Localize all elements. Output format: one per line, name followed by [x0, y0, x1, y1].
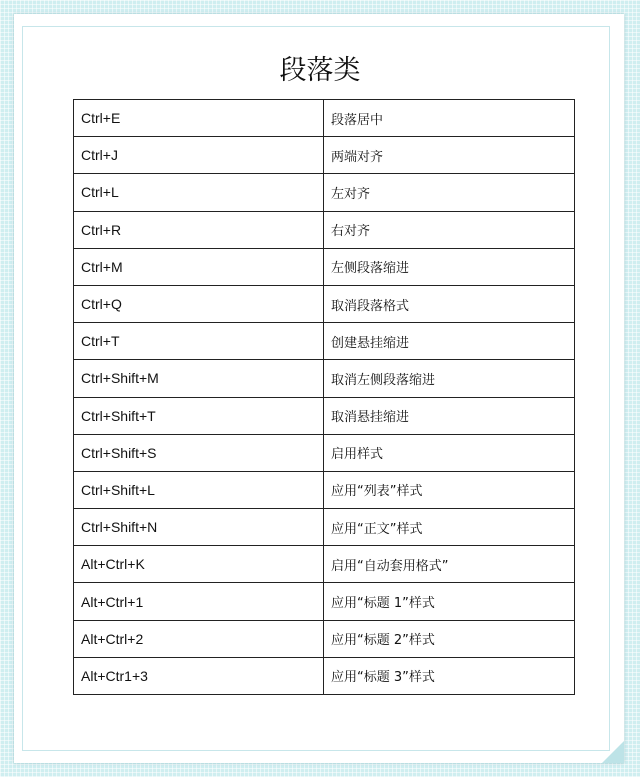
- shortcut-key-cell: Ctrl+M: [74, 248, 324, 285]
- shortcut-action-cell: 应用“列表”样式: [324, 471, 575, 508]
- shortcut-key-cell: Ctrl+Shift+T: [74, 397, 324, 434]
- shortcut-table-body: [74, 100, 575, 695]
- shortcut-action-cell: 应用“标题 2”样式: [324, 620, 575, 657]
- table-row: [74, 434, 575, 471]
- shortcut-key-cell: Ctrl+T: [74, 323, 324, 360]
- table-row: [74, 583, 575, 620]
- shortcut-action-cell: 启用“自动套用格式”: [324, 546, 575, 583]
- table-row: [74, 100, 575, 137]
- shortcut-key-cell: Ctrl+Shift+S: [74, 434, 324, 471]
- table-row: [74, 174, 575, 211]
- shortcut-key-cell: Alt+Ctr1+3: [74, 657, 324, 694]
- shortcut-key-cell: Ctrl+Shift+L: [74, 471, 324, 508]
- shortcut-key-cell: Ctrl+Shift+M: [74, 360, 324, 397]
- shortcut-key-cell: Ctrl+R: [74, 211, 324, 248]
- shortcut-action-cell: 两端对齐: [324, 137, 575, 174]
- shortcut-key-cell: Ctrl+Shift+N: [74, 509, 324, 546]
- shortcut-key-cell: Ctrl+L: [74, 174, 324, 211]
- shortcut-key-cell: Ctrl+E: [74, 100, 324, 137]
- shortcut-action-cell: 右对齐: [324, 211, 575, 248]
- page-title: 段落类: [279, 55, 361, 86]
- shortcut-action-cell: 应用“标题 1”样式: [324, 583, 575, 620]
- table-row: [74, 285, 575, 322]
- shortcut-action-cell: 左侧段落缩进: [324, 248, 575, 285]
- table-row: [74, 509, 575, 546]
- table-row: [74, 211, 575, 248]
- shortcut-action-cell: 取消悬挂缩进: [324, 397, 575, 434]
- table-row: [74, 323, 575, 360]
- table-row: [74, 360, 575, 397]
- shortcut-key-cell: Ctrl+Q: [74, 285, 324, 322]
- table-row: [74, 546, 575, 583]
- shortcut-table: [73, 99, 575, 695]
- table-row: [74, 397, 575, 434]
- shortcut-key-cell: Alt+Ctrl+K: [74, 546, 324, 583]
- shortcut-action-cell: 创建悬挂缩进: [324, 323, 575, 360]
- shortcut-action-cell: 应用“标题 3”样式: [324, 657, 575, 694]
- shortcut-action-cell: 取消段落格式: [324, 285, 575, 322]
- shortcut-key-cell: Alt+Ctrl+2: [74, 620, 324, 657]
- corner-decoration-bottom-right: [602, 741, 624, 763]
- shortcut-action-cell: 段落居中: [324, 100, 575, 137]
- table-row: [74, 657, 575, 694]
- shortcut-action-cell: 取消左侧段落缩进: [324, 360, 575, 397]
- shortcut-action-cell: 左对齐: [324, 174, 575, 211]
- shortcut-action-cell: 应用“正文”样式: [324, 509, 575, 546]
- shortcut-key-cell: Ctrl+J: [74, 137, 324, 174]
- shortcut-key-cell: Alt+Ctrl+1: [74, 583, 324, 620]
- table-row: [74, 620, 575, 657]
- table-row: [74, 137, 575, 174]
- shortcut-action-cell: 启用样式: [324, 434, 575, 471]
- table-row: [74, 248, 575, 285]
- table-row: [74, 471, 575, 508]
